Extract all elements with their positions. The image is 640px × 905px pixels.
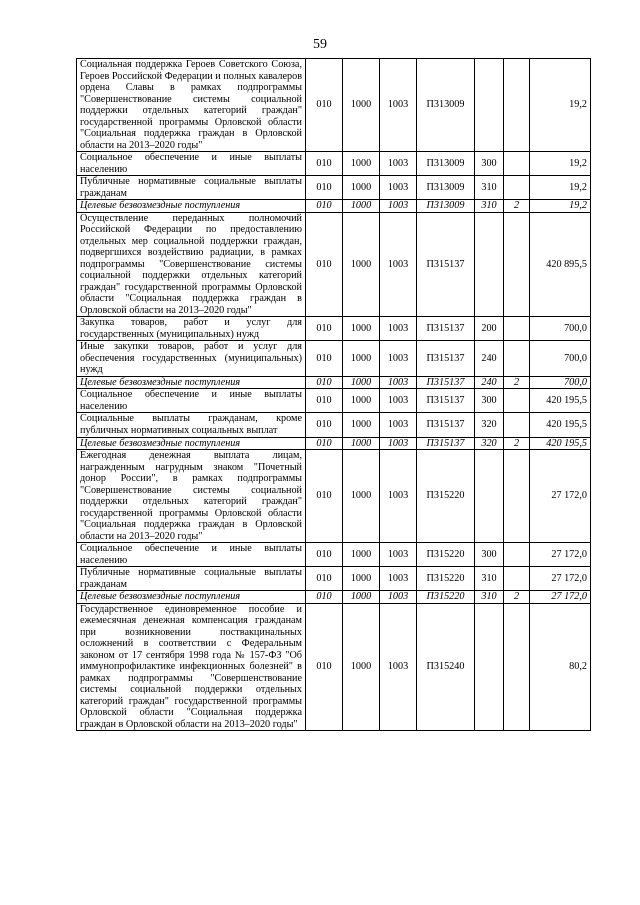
ministry-code: 010: [306, 450, 343, 543]
amount: 19,2: [530, 176, 591, 200]
amount: 700,0: [530, 376, 591, 389]
expense-type-code: 240: [475, 341, 504, 377]
amount: 27 172,0: [530, 567, 591, 591]
funding-source-code: [504, 543, 530, 567]
target-article-code: П313009: [417, 152, 475, 176]
section-code: 1000: [343, 176, 380, 200]
subsection-code: 1003: [380, 176, 417, 200]
row-description: Ежегодная денежная выплата лицам, награжденным нагрудным знаком "Почетный донор России", в рамках подпрограммы "Совершенствование системы социальной поддержки отдельных категорий граждан" государственной программы Орловской области "Социальная поддержка граждан в Орловской области на 2013–2020 годы": [77, 450, 306, 543]
target-article-code: П313009: [417, 176, 475, 200]
row-description: Целевые безвозмездные поступления: [77, 437, 306, 450]
row-description: Осуществление переданных полномочий Российской Федерации по предоставлению отдельных мер социальной поддержки граждан, подвергшихся воздействию радиации, в рамках подпрограммы "Совершенствование системы социальной поддержки отдельных категорий граждан" государственной программы Орловской области "Социальная поддержка граждан в Орловской области на 2013–2020 годы": [77, 212, 306, 317]
table-row: [77, 376, 591, 389]
table-row: [77, 200, 591, 213]
funding-source-code: [504, 176, 530, 200]
table-row: [77, 389, 591, 413]
row-description: Социальное обеспечение и иные выплаты населению: [77, 389, 306, 413]
section-code: 1000: [343, 59, 380, 152]
subsection-code: 1003: [380, 341, 417, 377]
section-code: 1000: [343, 603, 380, 731]
table-row: [77, 212, 591, 317]
amount: 19,2: [530, 152, 591, 176]
ministry-code: 010: [306, 317, 343, 341]
subsection-code: 1003: [380, 152, 417, 176]
funding-source-code: [504, 152, 530, 176]
target-article-code: П315220: [417, 543, 475, 567]
row-description: Социальное обеспечение и иные выплаты населению: [77, 543, 306, 567]
target-article-code: П315137: [417, 376, 475, 389]
funding-source-code: 2: [504, 200, 530, 213]
row-description: Закупка товаров, работ и услуг для государственных (муниципальных) нужд: [77, 317, 306, 341]
section-code: 1000: [343, 317, 380, 341]
expense-type-code: 300: [475, 152, 504, 176]
ministry-code: 010: [306, 543, 343, 567]
funding-source-code: [504, 603, 530, 731]
expense-type-code: 320: [475, 413, 504, 437]
subsection-code: 1003: [380, 212, 417, 317]
target-article-code: П315220: [417, 591, 475, 604]
table-row: [77, 413, 591, 437]
amount: 80,2: [530, 603, 591, 731]
table-row: [77, 176, 591, 200]
target-article-code: П313009: [417, 59, 475, 152]
row-description: Социальная поддержка Героев Советского Союза, Героев Российской Федерации и полных кавалеров ордена Славы в рамках подпрограммы "Совершенствование системы социальной поддержки отдельных категорий граждан" государственной программы Орловской области "Социальная поддержка граждан в Орловской области на 2013–2020 годы": [77, 59, 306, 152]
amount: 27 172,0: [530, 543, 591, 567]
table-row: [77, 437, 591, 450]
row-description: Иные закупки товаров, работ и услуг для обеспечения государственных (муниципальных) нужд: [77, 341, 306, 377]
target-article-code: П315137: [417, 341, 475, 377]
amount: 420 195,5: [530, 413, 591, 437]
target-article-code: П315137: [417, 413, 475, 437]
amount: 19,2: [530, 200, 591, 213]
amount: 700,0: [530, 317, 591, 341]
row-description: Целевые безвозмездные поступления: [77, 200, 306, 213]
funding-source-code: [504, 413, 530, 437]
section-code: 1000: [343, 376, 380, 389]
subsection-code: 1003: [380, 200, 417, 213]
table-row: [77, 543, 591, 567]
expense-type-code: 200: [475, 317, 504, 341]
table-row: [77, 567, 591, 591]
amount: 420 895,5: [530, 212, 591, 317]
row-description: Социальное обеспечение и иные выплаты населению: [77, 152, 306, 176]
section-code: 1000: [343, 437, 380, 450]
section-code: 1000: [343, 200, 380, 213]
section-code: 1000: [343, 152, 380, 176]
subsection-code: 1003: [380, 317, 417, 341]
section-code: 1000: [343, 591, 380, 604]
ministry-code: 010: [306, 413, 343, 437]
row-description: Публичные нормативные социальные выплаты гражданам: [77, 567, 306, 591]
subsection-code: 1003: [380, 591, 417, 604]
amount: 27 172,0: [530, 450, 591, 543]
section-code: 1000: [343, 212, 380, 317]
target-article-code: П315137: [417, 317, 475, 341]
table-row: [77, 59, 591, 152]
amount: 420 195,5: [530, 437, 591, 450]
target-article-code: П315137: [417, 212, 475, 317]
funding-source-code: 2: [504, 437, 530, 450]
funding-source-code: [504, 389, 530, 413]
expense-type-code: 300: [475, 389, 504, 413]
target-article-code: П315137: [417, 389, 475, 413]
ministry-code: 010: [306, 389, 343, 413]
subsection-code: 1003: [380, 437, 417, 450]
subsection-code: 1003: [380, 543, 417, 567]
amount: 19,2: [530, 59, 591, 152]
expense-type-code: [475, 450, 504, 543]
table-row: [77, 341, 591, 377]
subsection-code: 1003: [380, 413, 417, 437]
ministry-code: 010: [306, 59, 343, 152]
expense-type-code: [475, 212, 504, 317]
amount: 420 195,5: [530, 389, 591, 413]
row-description: Публичные нормативные социальные выплаты гражданам: [77, 176, 306, 200]
row-description: Государственное единовременное пособие и ежемесячная денежная компенсация гражданам при возникновении поствакцинальных осложнений в соответствии с Федеральным законом от 17 сентября 1998 года № 157-ФЗ "Об иммунопрофилактике инфекционных болезней" в рамках подпрограммы "Совершенствование системы социальной поддержки отдельных категорий граждан" государственной программы Орловской области "Социальная поддержка граждан в Орловской области на 2013–2020 годы": [77, 603, 306, 731]
funding-source-code: [504, 567, 530, 591]
section-code: 1000: [343, 389, 380, 413]
subsection-code: 1003: [380, 59, 417, 152]
expense-type-code: 310: [475, 591, 504, 604]
ministry-code: 010: [306, 152, 343, 176]
section-code: 1000: [343, 341, 380, 377]
page-number: 59: [313, 37, 327, 52]
expense-type-code: 310: [475, 200, 504, 213]
ministry-code: 010: [306, 376, 343, 389]
funding-source-code: [504, 450, 530, 543]
ministry-code: 010: [306, 212, 343, 317]
amount: 27 172,0: [530, 591, 591, 604]
table-row: [77, 603, 591, 731]
ministry-code: 010: [306, 176, 343, 200]
funding-source-code: 2: [504, 376, 530, 389]
ministry-code: 010: [306, 603, 343, 731]
ministry-code: 010: [306, 591, 343, 604]
row-description: Целевые безвозмездные поступления: [77, 376, 306, 389]
target-article-code: П313009: [417, 200, 475, 213]
table-row: [77, 317, 591, 341]
amount: 700,0: [530, 341, 591, 377]
subsection-code: 1003: [380, 450, 417, 543]
section-code: 1000: [343, 413, 380, 437]
subsection-code: 1003: [380, 567, 417, 591]
ministry-code: 010: [306, 437, 343, 450]
section-code: 1000: [343, 543, 380, 567]
row-description: Целевые безвозмездные поступления: [77, 591, 306, 604]
row-description: Социальные выплаты гражданам, кроме публичных нормативных социальных выплат: [77, 413, 306, 437]
funding-source-code: 2: [504, 591, 530, 604]
expense-type-code: 240: [475, 376, 504, 389]
budget-table: [76, 58, 591, 731]
section-code: 1000: [343, 567, 380, 591]
funding-source-code: [504, 59, 530, 152]
target-article-code: П315240: [417, 603, 475, 731]
expense-type-code: [475, 603, 504, 731]
expense-type-code: 320: [475, 437, 504, 450]
ministry-code: 010: [306, 567, 343, 591]
expense-type-code: 300: [475, 543, 504, 567]
table-row: [77, 450, 591, 543]
ministry-code: 010: [306, 200, 343, 213]
table-row: [77, 591, 591, 604]
subsection-code: 1003: [380, 389, 417, 413]
table-row: [77, 152, 591, 176]
expense-type-code: [475, 59, 504, 152]
target-article-code: П315137: [417, 437, 475, 450]
expense-type-code: 310: [475, 176, 504, 200]
funding-source-code: [504, 317, 530, 341]
section-code: 1000: [343, 450, 380, 543]
ministry-code: 010: [306, 341, 343, 377]
target-article-code: П315220: [417, 450, 475, 543]
subsection-code: 1003: [380, 376, 417, 389]
subsection-code: 1003: [380, 603, 417, 731]
funding-source-code: [504, 212, 530, 317]
funding-source-code: [504, 341, 530, 377]
target-article-code: П315220: [417, 567, 475, 591]
expense-type-code: 310: [475, 567, 504, 591]
